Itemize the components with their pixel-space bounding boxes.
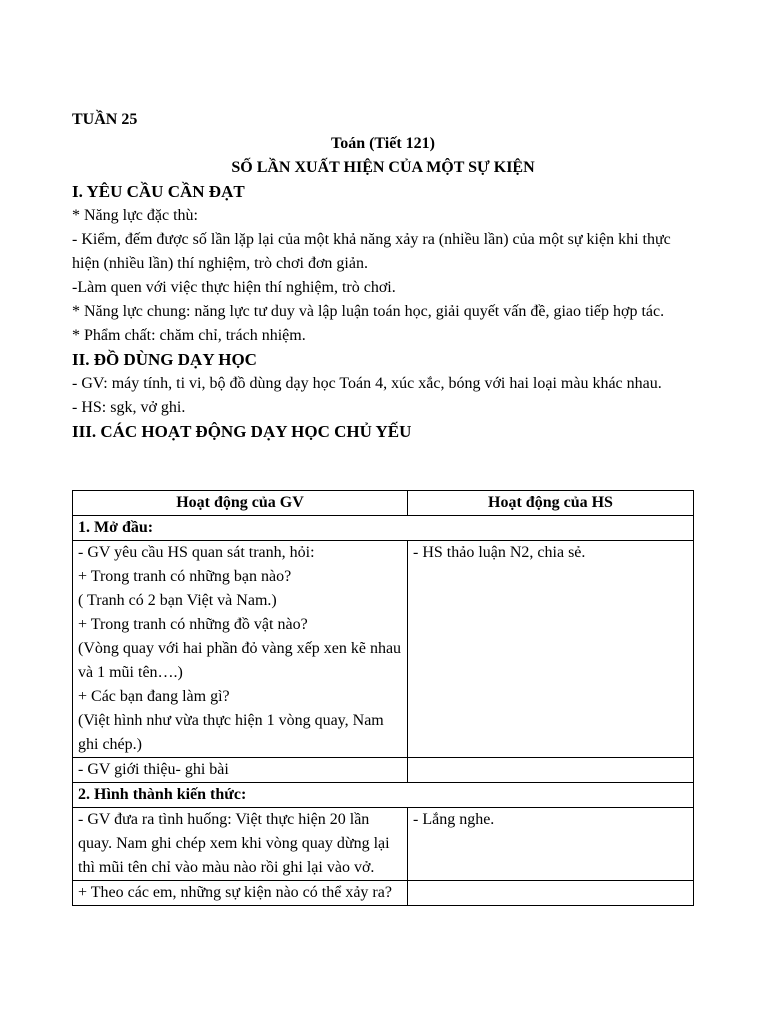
student-cell: - Lắng nghe. xyxy=(408,808,694,881)
student-cell xyxy=(408,758,694,783)
lesson-title: SỐ LẦN XUẤT HIỆN CỦA MỘT SỰ KIỆN xyxy=(231,159,535,176)
table-row xyxy=(73,541,694,758)
cell-line: (Vòng quay với hai phần đỏ vàng xếp xen kẽ nhau và 1 mũi tên….) xyxy=(78,640,402,681)
student-cell: - HS thảo luận N2, chia sẻ. xyxy=(408,541,694,758)
document-page xyxy=(72,108,694,444)
table-row xyxy=(73,758,694,783)
table-row xyxy=(73,783,694,808)
section2-line: - HS: sgk, vở ghi. xyxy=(72,399,186,416)
cell-line: (Việt hình như vừa thực hiện 1 vòng quay, Nam ghi chép.) xyxy=(78,712,384,753)
section2-line: - GV: máy tính, ti vi, bộ đồ dùng dạy học Toán 4, xúc xắc, bóng với hai loại màu khác nhau. xyxy=(72,375,662,392)
header-teacher: Hoạt động của GV xyxy=(73,491,408,516)
student-cell xyxy=(408,881,694,906)
table-row xyxy=(73,516,694,541)
header-student: Hoạt động của HS xyxy=(408,491,694,516)
cell-line: ( Tranh có 2 bạn Việt và Nam.) xyxy=(78,592,277,609)
week-label: TUẦN 25 xyxy=(72,111,138,128)
teacher-cell: + Theo các em, những sự kiện nào có thể xảy ra? xyxy=(73,881,408,906)
section1-line: * Năng lực đặc thù: xyxy=(72,207,198,224)
section1-line: * Năng lực chung: năng lực tư duy và lập luận toán học, giải quyết vấn đề, giao tiếp hợp tác. xyxy=(72,303,665,320)
step-heading: 1. Mở đầu: xyxy=(73,516,694,541)
teacher-cell: - GV đưa ra tình huống: Việt thực hiện 20 lần quay. Nam ghi chép xem khi vòng quay dừng lại thì mũi tên chỉ vào màu nào rồi ghi lại vào vở. xyxy=(73,808,408,881)
teacher-cell: - GV giới thiệu- ghi bài xyxy=(73,758,408,783)
table-row xyxy=(73,808,694,881)
table-row xyxy=(73,881,694,906)
section1-line: - Kiểm, đếm được số lần lặp lại của một khả năng xảy ra (nhiều lần) của một sự kiện khi thực hiện (nhiều lần) thí nghiệm, trò chơi đơn giản. xyxy=(72,231,671,272)
table-header-row xyxy=(73,491,694,516)
section1-line: -Làm quen với việc thực hiện thí nghiệm, trò chơi. xyxy=(72,279,396,296)
activity-table xyxy=(72,490,694,906)
cell-line: + Các bạn đang làm gì? xyxy=(78,688,230,705)
step-heading: 2. Hình thành kiến thức: xyxy=(73,783,694,808)
teacher-cell xyxy=(73,541,408,758)
section1-line: * Phẩm chất: chăm chỉ, trách nhiệm. xyxy=(72,327,306,344)
cell-line: - GV yêu cầu HS quan sát tranh, hỏi: xyxy=(78,544,315,561)
section2-heading: II. ĐỒ DÙNG DẠY HỌC xyxy=(72,350,257,369)
subject-title: Toán (Tiết 121) xyxy=(330,135,435,152)
section1-heading: I. YÊU CẦU CẦN ĐẠT xyxy=(72,182,245,201)
cell-line: + Trong tranh có những đồ vật nào? xyxy=(78,616,308,633)
section3-heading: III. CÁC HOẠT ĐỘNG DẠY HỌC CHỦ YẾU xyxy=(72,422,412,441)
cell-line: + Trong tranh có những bạn nào? xyxy=(78,568,292,585)
